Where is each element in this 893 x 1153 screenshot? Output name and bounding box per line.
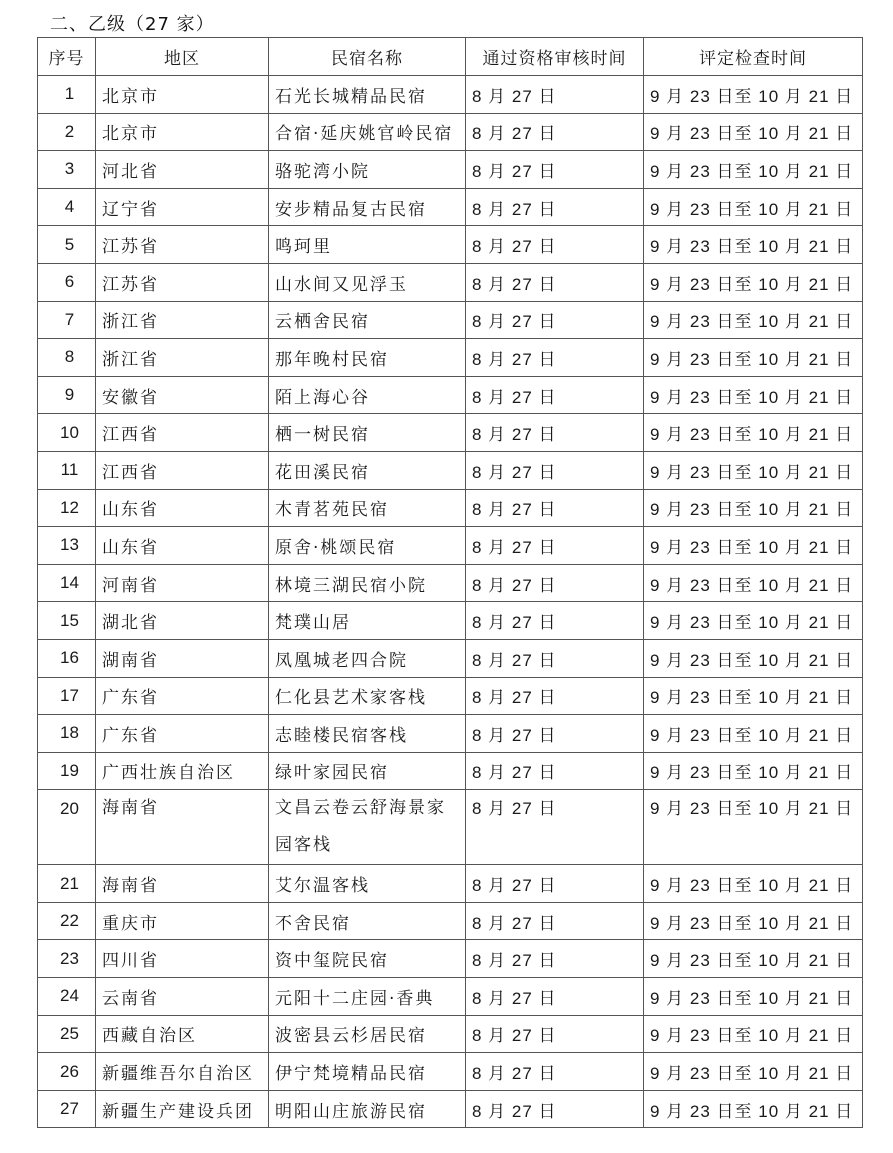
table-row	[38, 639, 863, 677]
row-inspect-time: 9 月 23 日至 10 月 21 日	[644, 1053, 863, 1091]
row-inspect-time: 9 月 23 日至 10 月 21 日	[644, 76, 863, 114]
row-region: 云南省	[96, 978, 269, 1016]
row-name: 明阳山庄旅游民宿	[269, 1090, 466, 1128]
row-name: 云栖舍民宿	[269, 301, 466, 339]
header-name: 民宿名称	[269, 38, 466, 76]
row-name: 凤凰城老四合院	[269, 639, 466, 677]
row-region: 西藏自治区	[96, 1015, 269, 1053]
row-name: 梵璞山居	[269, 602, 466, 640]
row-number: 16	[38, 639, 96, 677]
row-name: 林境三湖民宿小院	[269, 564, 466, 602]
table-row	[38, 1090, 863, 1128]
row-qualify-time: 8 月 27 日	[466, 902, 644, 940]
row-qualify-time: 8 月 27 日	[466, 151, 644, 189]
row-inspect-time: 9 月 23 日至 10 月 21 日	[644, 602, 863, 640]
table-row	[38, 752, 863, 790]
row-inspect-time: 9 月 23 日至 10 月 21 日	[644, 113, 863, 151]
row-inspect-time: 9 月 23 日至 10 月 21 日	[644, 376, 863, 414]
row-number: 17	[38, 677, 96, 715]
row-qualify-time: 8 月 27 日	[466, 865, 644, 903]
row-inspect-time: 9 月 23 日至 10 月 21 日	[644, 564, 863, 602]
table-header-row	[38, 38, 863, 76]
row-qualify-time: 8 月 27 日	[466, 602, 644, 640]
table-row	[38, 715, 863, 753]
row-number: 3	[38, 151, 96, 189]
row-region: 江苏省	[96, 263, 269, 301]
row-number: 1	[38, 76, 96, 114]
row-inspect-time: 9 月 23 日至 10 月 21 日	[644, 188, 863, 226]
row-number: 26	[38, 1053, 96, 1091]
row-number: 15	[38, 602, 96, 640]
row-qualify-time: 8 月 27 日	[466, 1053, 644, 1091]
row-number: 19	[38, 752, 96, 790]
table-row	[38, 602, 863, 640]
row-qualify-time: 8 月 27 日	[466, 564, 644, 602]
row-qualify-time: 8 月 27 日	[466, 639, 644, 677]
row-inspect-time: 9 月 23 日至 10 月 21 日	[644, 489, 863, 527]
row-name: 不舍民宿	[269, 902, 466, 940]
table-row	[38, 151, 863, 189]
row-qualify-time: 8 月 27 日	[466, 188, 644, 226]
row-region: 广东省	[96, 677, 269, 715]
row-qualify-time: 8 月 27 日	[466, 301, 644, 339]
row-inspect-time: 9 月 23 日至 10 月 21 日	[644, 226, 863, 264]
row-inspect-time: 9 月 23 日至 10 月 21 日	[644, 715, 863, 753]
table-row	[38, 113, 863, 151]
header-no: 序号	[38, 38, 96, 76]
row-inspect-time: 9 月 23 日至 10 月 21 日	[644, 339, 863, 377]
row-number: 8	[38, 339, 96, 377]
row-qualify-time: 8 月 27 日	[466, 489, 644, 527]
row-number: 14	[38, 564, 96, 602]
table-row	[38, 790, 863, 865]
row-inspect-time: 9 月 23 日至 10 月 21 日	[644, 865, 863, 903]
row-qualify-time: 8 月 27 日	[466, 940, 644, 978]
row-region: 江西省	[96, 414, 269, 452]
row-number: 18	[38, 715, 96, 753]
row-inspect-time: 9 月 23 日至 10 月 21 日	[644, 527, 863, 565]
row-qualify-time: 8 月 27 日	[466, 263, 644, 301]
header-inspect-time: 评定检查时间	[644, 38, 863, 76]
table-row	[38, 902, 863, 940]
row-region: 安徽省	[96, 376, 269, 414]
row-number: 20	[38, 790, 96, 865]
row-number: 10	[38, 414, 96, 452]
row-name: 山水间又见浮玉	[269, 263, 466, 301]
row-region: 江西省	[96, 451, 269, 489]
homestay-table	[37, 37, 863, 1128]
table-row	[38, 263, 863, 301]
row-region: 海南省	[96, 790, 269, 865]
table-row	[38, 76, 863, 114]
table-row	[38, 188, 863, 226]
row-qualify-time: 8 月 27 日	[466, 1015, 644, 1053]
row-name: 石光长城精品民宿	[269, 76, 466, 114]
table-row	[38, 301, 863, 339]
row-name: 陌上海心谷	[269, 376, 466, 414]
row-inspect-time: 9 月 23 日至 10 月 21 日	[644, 639, 863, 677]
row-inspect-time: 9 月 23 日至 10 月 21 日	[644, 414, 863, 452]
row-qualify-time: 8 月 27 日	[466, 451, 644, 489]
table-row	[38, 564, 863, 602]
row-region: 广西壮族自治区	[96, 752, 269, 790]
row-qualify-time: 8 月 27 日	[466, 677, 644, 715]
row-region: 湖北省	[96, 602, 269, 640]
row-inspect-time: 9 月 23 日至 10 月 21 日	[644, 790, 863, 865]
row-number: 9	[38, 376, 96, 414]
row-name: 绿叶家园民宿	[269, 752, 466, 790]
row-qualify-time: 8 月 27 日	[466, 1090, 644, 1128]
row-qualify-time: 8 月 27 日	[466, 376, 644, 414]
row-inspect-time: 9 月 23 日至 10 月 21 日	[644, 263, 863, 301]
row-inspect-time: 9 月 23 日至 10 月 21 日	[644, 451, 863, 489]
row-name: 波密县云杉居民宿	[269, 1015, 466, 1053]
row-number: 4	[38, 188, 96, 226]
table-row	[38, 677, 863, 715]
row-number: 11	[38, 451, 96, 489]
table-row	[38, 940, 863, 978]
row-number: 24	[38, 978, 96, 1016]
row-region: 四川省	[96, 940, 269, 978]
row-region: 浙江省	[96, 339, 269, 377]
row-region: 海南省	[96, 865, 269, 903]
row-region: 重庆市	[96, 902, 269, 940]
row-qualify-time: 8 月 27 日	[466, 414, 644, 452]
row-name: 栖一树民宿	[269, 414, 466, 452]
row-name: 原舍·桃颂民宿	[269, 527, 466, 565]
row-region: 北京市	[96, 113, 269, 151]
table-row	[38, 489, 863, 527]
row-qualify-time: 8 月 27 日	[466, 978, 644, 1016]
row-region: 新疆生产建设兵团	[96, 1090, 269, 1128]
row-qualify-time: 8 月 27 日	[466, 790, 644, 865]
row-qualify-time: 8 月 27 日	[466, 76, 644, 114]
row-region: 山东省	[96, 527, 269, 565]
row-number: 7	[38, 301, 96, 339]
row-name: 花田溪民宿	[269, 451, 466, 489]
row-name	[269, 790, 466, 865]
row-name: 仁化县艺术家客栈	[269, 677, 466, 715]
table-row	[38, 978, 863, 1016]
table-row	[38, 1015, 863, 1053]
table-row	[38, 376, 863, 414]
row-qualify-time: 8 月 27 日	[466, 527, 644, 565]
row-inspect-time: 9 月 23 日至 10 月 21 日	[644, 1090, 863, 1128]
row-number: 21	[38, 865, 96, 903]
row-name: 骆驼湾小院	[269, 151, 466, 189]
row-qualify-time: 8 月 27 日	[466, 113, 644, 151]
row-number: 5	[38, 226, 96, 264]
table-row	[38, 414, 863, 452]
section-title: 二、乙级（27 家）	[50, 14, 215, 35]
row-region: 河南省	[96, 564, 269, 602]
row-region: 山东省	[96, 489, 269, 527]
row-region: 江苏省	[96, 226, 269, 264]
row-name: 鸣珂里	[269, 226, 466, 264]
row-inspect-time: 9 月 23 日至 10 月 21 日	[644, 752, 863, 790]
row-region: 河北省	[96, 151, 269, 189]
table-row	[38, 865, 863, 903]
table-row	[38, 527, 863, 565]
row-inspect-time: 9 月 23 日至 10 月 21 日	[644, 151, 863, 189]
table-row	[38, 226, 863, 264]
table-row	[38, 339, 863, 377]
row-inspect-time: 9 月 23 日至 10 月 21 日	[644, 301, 863, 339]
row-region: 北京市	[96, 76, 269, 114]
row-number: 23	[38, 940, 96, 978]
row-name: 那年晚村民宿	[269, 339, 466, 377]
header-qualify-time: 通过资格审核时间	[466, 38, 644, 76]
row-name: 元阳十二庄园·香典	[269, 978, 466, 1016]
row-name-line: 园客栈	[275, 835, 332, 856]
row-inspect-time: 9 月 23 日至 10 月 21 日	[644, 677, 863, 715]
row-name: 资中玺院民宿	[269, 940, 466, 978]
row-qualify-time: 8 月 27 日	[466, 752, 644, 790]
row-number: 25	[38, 1015, 96, 1053]
row-region: 新疆维吾尔自治区	[96, 1053, 269, 1091]
table-row	[38, 1053, 863, 1091]
table-row	[38, 451, 863, 489]
row-number: 2	[38, 113, 96, 151]
row-qualify-time: 8 月 27 日	[466, 339, 644, 377]
row-number: 13	[38, 527, 96, 565]
row-name-line: 文昌云卷云舒海景家	[275, 798, 446, 819]
row-region: 辽宁省	[96, 188, 269, 226]
row-inspect-time: 9 月 23 日至 10 月 21 日	[644, 1015, 863, 1053]
row-number: 12	[38, 489, 96, 527]
row-name: 合宿·延庆姚官岭民宿	[269, 113, 466, 151]
row-region: 广东省	[96, 715, 269, 753]
row-number: 6	[38, 263, 96, 301]
row-region: 浙江省	[96, 301, 269, 339]
header-region: 地区	[96, 38, 269, 76]
row-name: 志睦楼民宿客栈	[269, 715, 466, 753]
row-number: 27	[38, 1090, 96, 1128]
row-name: 艾尔温客栈	[269, 865, 466, 903]
row-number: 22	[38, 902, 96, 940]
row-inspect-time: 9 月 23 日至 10 月 21 日	[644, 978, 863, 1016]
row-inspect-time: 9 月 23 日至 10 月 21 日	[644, 902, 863, 940]
row-qualify-time: 8 月 27 日	[466, 715, 644, 753]
row-inspect-time: 9 月 23 日至 10 月 21 日	[644, 940, 863, 978]
row-name: 木青茗苑民宿	[269, 489, 466, 527]
row-name: 伊宁梵境精品民宿	[269, 1053, 466, 1091]
row-region: 湖南省	[96, 639, 269, 677]
row-name: 安步精品复古民宿	[269, 188, 466, 226]
row-qualify-time: 8 月 27 日	[466, 226, 644, 264]
